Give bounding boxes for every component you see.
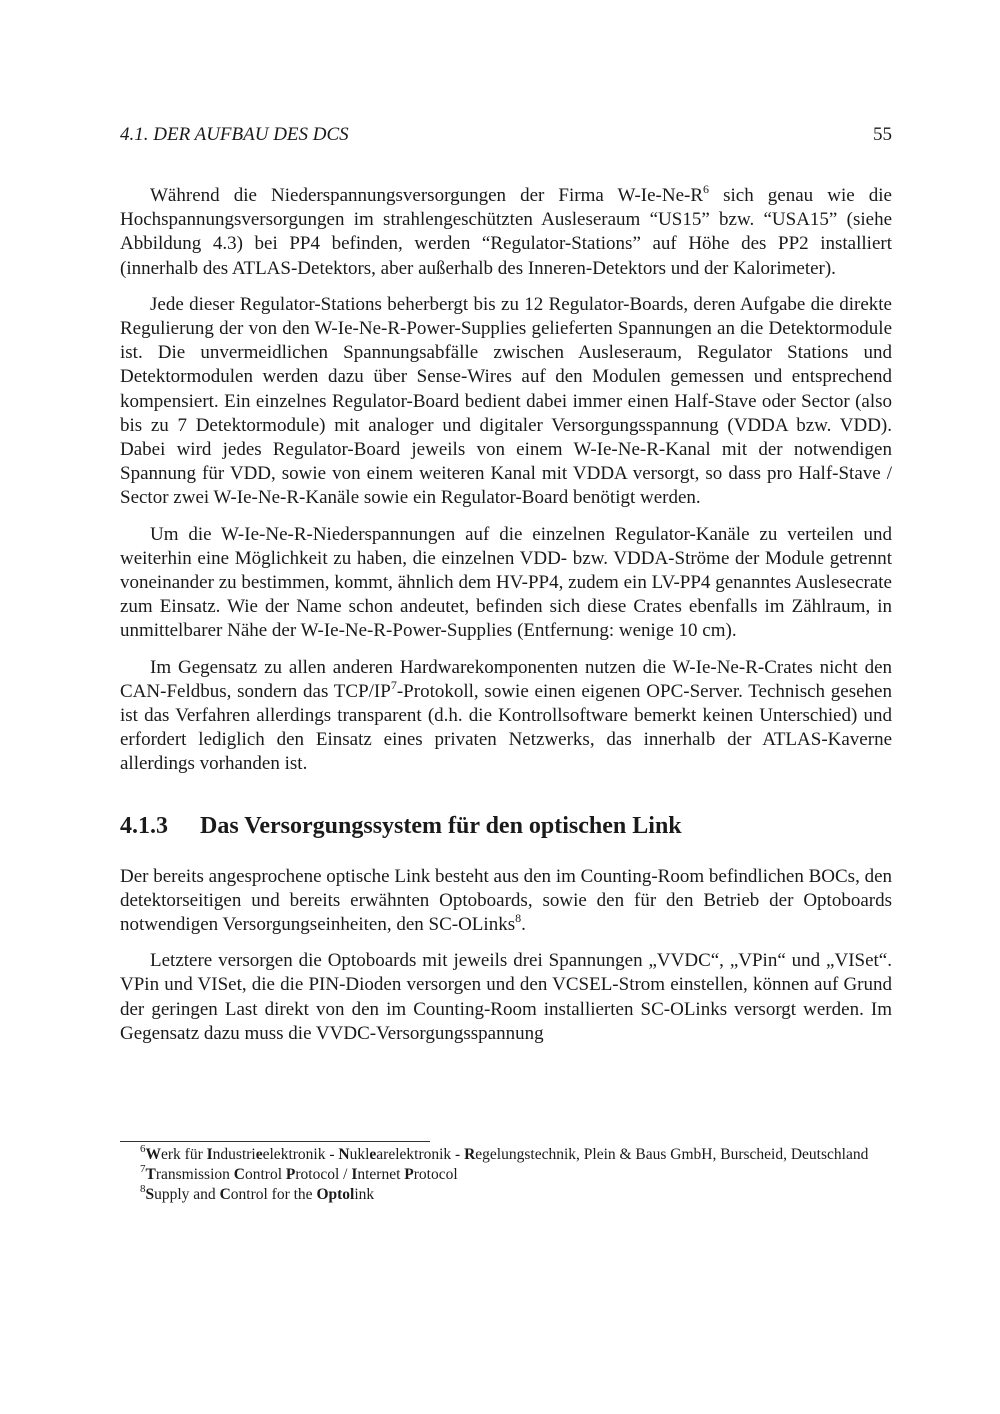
paragraph-3: Um die W-Ie-Ne-R-Niederspannungen auf die einzelnen Regulator-Kanäle zu verteilen und weiterhin eine Möglichkeit zu haben, die einzelnen VDD- bzw. VDDA-Ströme der Module getrennt voneinander zu bestimmen, kommt, ähnlich dem HV-PP4, zudem ein LV-PP4 genanntes Auslesecrate zum Einsatz. Wie der Name schon andeutet, befinden sich diese Crates ebenfalls im Zählraum, in unmittelbarer Nähe der W-Ie-Ne-R-Power-Supplies (Entfernung: wenige 10 cm). (120, 523, 892, 642)
footnote-ref-8: 8 (515, 910, 522, 925)
footnote-6: $^6$Werk für Industrieelektronik - Nuklearelektronik - Regelungstechnik, Plein & Baus GmbH, Burscheid, Deutschland (140, 1142, 869, 1163)
page-number: 55 (873, 124, 892, 145)
section-number: 4.1.3 (120, 812, 168, 839)
footnote-8: $^8$Supply and Control for the Optolink (140, 1182, 375, 1203)
paragraph-4: Im Gegensatz zu allen anderen Hardwarekomponenten nutzen die W-Ie-Ne-R-Crates nicht den CAN-Feldbus, sondern das TCP/$IP^7$-Protokoll, sowie einen eigenen OPC-Server. Technisch gesehen ist das Verfahren allerdings transparent (d.h. die Kontrollsoftware bemerkt keinen Unterschied) und erfordert lediglich den Einsatz eines privaten Netzwerks, das innerhalb der ATLAS-Kaverne allerdings vorhanden ist. (120, 656, 892, 775)
chapter-title: 4.1. DER AUFBAU DES DCS (120, 124, 349, 145)
footnote-7: $^7$Transmission Control Protocol / Internet Protocol (140, 1162, 458, 1183)
paragraph-5: Der bereits angesprochene optische Link besteht aus den im Counting-Room befindlichen BOCs, den detektorseitigen und bereits erwähnten Optoboards, sowie den für den Betrieb der Optoboards notwendigen Versorgungseinheiten, den SC-OLinks$^8$. (120, 865, 892, 936)
section-heading (120, 811, 892, 841)
footnote-ref-6: 6 (703, 181, 710, 196)
body-text (120, 181, 892, 1058)
running-header (120, 124, 892, 146)
section-title: Das Versorgungssystem für den optischen Link (200, 812, 682, 839)
footnote-rule (120, 1141, 430, 1142)
paragraph-1: Während die Niederspannungsversorgungen der Firma $W-Ie-Ne-R^6$ sich genau wie die Hochspannungsversorgungen im strahlengeschützten Ausleseraum “US15” bzw. “USA15” (siehe Abbildung 4.3) bei PP4 befinden, werden “Regulator-Stations” auf Höhe des PP2 installiert (innerhalb des ATLAS-Detektors, aber außerhalb des Inneren-Detektors und der Kalorimeter). (120, 181, 892, 279)
footnote-ref-7: 7 (390, 677, 397, 692)
paragraph-6: Letztere versorgen die Optoboards mit jeweils drei Spannungen „VVDC“, „VPin“ und „VISet“. VPin und VISet, die die PIN-Dioden versorgen und den VCSEL-Strom einstellen, können auf Grund der geringen Last direkt von den im Counting-Room installierten SC-OLinks versorgt werden. Im Gegensatz dazu muss die VVDC-Versorgungsspannung (120, 950, 892, 1044)
paragraph-2: Jede dieser Regulator-Stations beherbergt bis zu 12 Regulator-Boards, deren Aufgabe die direkte Regulierung der von den W-Ie-Ne-R-Power-Supplies gelieferten Spannungen an die Detektormodule ist. Die unvermeidlichen Spannungsabfälle zwischen Ausleseraum, Regulator Stations und Detektormodulen werden dazu über Sense-Wires auf den Modulen gemessen und entsprechend kompensiert. Ein einzelnes Regulator-Board bedient dabei immer einen Half-Stave oder Sector (also bis zu 7 Detektormodule) mit analoger und digitaler Versorgungsspannung (VDDA bzw. VDD). Dabei wird jedes Regulator-Board jeweils von einem W-Ie-Ne-R-Kanal mit der notwendigen Spannung für VDD, sowie von einem weiteren Kanal mit VDDA versorgt, so dass pro Half-Stave / Sector zwei W-Ie-Ne-R-Kanäle sowie ein Regulator-Board benötigt werden. (120, 293, 892, 509)
footnotes (120, 1142, 892, 1205)
